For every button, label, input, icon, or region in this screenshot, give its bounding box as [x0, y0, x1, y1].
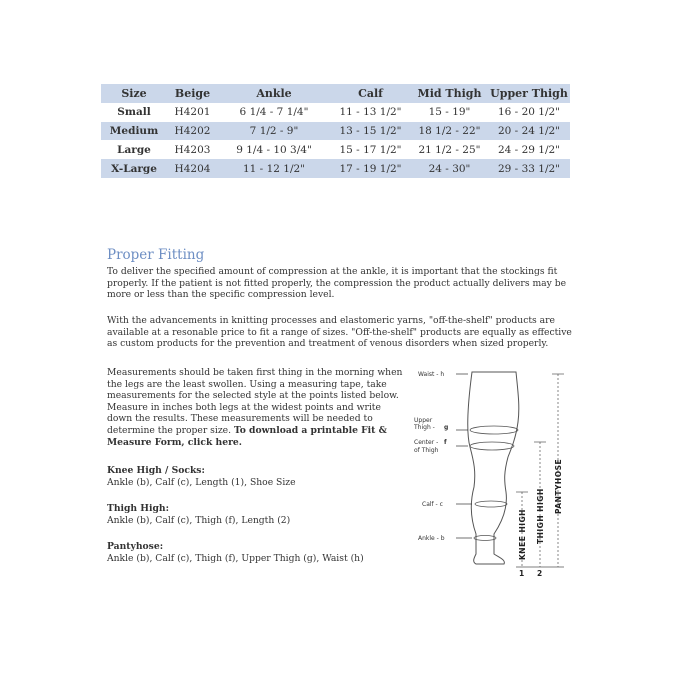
thigh-high-label: THIGH HIGH: [536, 488, 545, 544]
knee-high-section: [107, 465, 407, 488]
leg-outline: [468, 372, 519, 564]
cell-size: Medium: [101, 122, 167, 141]
cell-upper-thigh: 29 - 33 1/2": [488, 159, 570, 178]
cell-mid-thigh: 21 1/2 - 25": [418, 143, 481, 156]
knee-high-title: Knee High / Socks:: [107, 465, 205, 476]
cell-upper-thigh: 16 - 20 1/2": [497, 106, 560, 119]
cell-calf: 15 - 17 1/2": [339, 143, 402, 156]
pantyhose-text: Ankle (b), Calf (c), Thigh (f), Upper Thigh (g), Waist (h): [107, 552, 364, 564]
pantyhose-title: Pantyhose:: [107, 541, 164, 552]
header-size: Size: [101, 84, 167, 103]
cell-mid-thigh: 18 1/2 - 22": [411, 122, 488, 141]
cell-beige: H4203: [174, 143, 211, 156]
cell-beige: H4201: [174, 106, 211, 119]
cell-ankle: 6 1/4 - 7 1/4": [239, 106, 309, 119]
calf-ring: [475, 501, 507, 507]
measure-instructions: [107, 367, 409, 448]
cell-beige: H4202: [167, 122, 218, 141]
download-form-link[interactable]: To download a printable Fit & Measure Form, click here.: [107, 424, 387, 448]
header-upper-thigh: Upper Thigh: [488, 84, 570, 103]
cell-size: Large: [117, 143, 151, 156]
length-1-label: 1: [519, 569, 525, 578]
knee-high-text: Ankle (b), Calf (c), Length (1), Shoe Size: [107, 476, 296, 488]
table-row: [101, 140, 570, 159]
table-row: [101, 159, 570, 178]
cell-calf: 17 - 19 1/2": [330, 159, 411, 178]
center-label-1: Center -: [414, 439, 439, 446]
length-2-label: 2: [537, 569, 543, 578]
ankle-ring: [474, 536, 496, 541]
thigh-high-section: [107, 503, 407, 526]
cell-calf: 11 - 13 1/2": [339, 106, 402, 119]
cell-mid-thigh: 15 - 19": [428, 106, 471, 119]
cell-ankle: 11 - 12 1/2": [218, 159, 330, 178]
calf-label: Calf - c: [422, 501, 443, 508]
measure-instructions-text: Measurements should be taken first thing in the morning when the legs are the least swollen. Using a measuring tape, take measurements for the selected style at the points listed below. Measure in inches both legs at the widest points and write down the results. These measurements will be needed to determine the proper size.: [107, 367, 403, 436]
upper-label-1: Upper: [414, 417, 433, 424]
cell-mid-thigh: 24 - 30": [411, 159, 488, 178]
thigh-high-text: Ankle (b), Calf (c), Thigh (f), Length (2): [107, 514, 291, 526]
cell-calf: 13 - 15 1/2": [330, 122, 411, 141]
table-row: [101, 122, 570, 141]
proper-fitting-heading: Proper Fitting: [107, 247, 205, 263]
center-letter: f: [444, 439, 447, 446]
cell-upper-thigh: 20 - 24 1/2": [488, 122, 570, 141]
table-row: [101, 103, 570, 122]
upper-thigh-ring: [470, 426, 518, 434]
waist-label: Waist - h: [418, 371, 445, 378]
cell-upper-thigh: 24 - 29 1/2": [497, 143, 560, 156]
header-calf: Calf: [330, 84, 411, 103]
pantyhose-section: [107, 541, 407, 564]
fitting-paragraph-2: With the advancements in knitting processes and elastomeric yarns, "off-the-shelf" products are available at a resonable price to fit a range of sizes. "Off-the-shelf" products are equally as effective as custom products for the prevention and treatment of venous disorders when sized properly.: [107, 315, 572, 350]
thigh-high-title: Thigh High:: [107, 503, 169, 514]
cell-ankle: 7 1/2 - 9": [218, 122, 330, 141]
ankle-label: Ankle - b: [418, 535, 445, 542]
header-beige: Beige: [167, 84, 218, 103]
size-chart-table: [101, 84, 570, 178]
upper-label-2: Thigh -: [414, 424, 435, 431]
cell-ankle: 9 1/4 - 10 3/4": [236, 143, 312, 156]
leg-measurement-diagram: [414, 362, 574, 580]
knee-high-label: KNEE HIGH: [518, 509, 527, 560]
cell-size: Small: [117, 106, 151, 119]
center-thigh-ring: [470, 442, 514, 450]
table-header-row: [101, 84, 570, 103]
cell-size: X-Large: [101, 159, 167, 178]
fitting-paragraph-1: To deliver the specified amount of compression at the ankle, it is important that the stockings fit properly. If the patient is not fitted properly, the compression the product actually delivers may be more or less than the specific compression level.: [107, 266, 567, 301]
header-ankle: Ankle: [218, 84, 330, 103]
center-label-2: of Thigh: [414, 447, 439, 454]
upper-letter: g: [444, 424, 449, 431]
cell-beige: H4204: [167, 159, 218, 178]
header-mid-thigh: Mid Thigh: [411, 84, 488, 103]
pantyhose-label: PANTYHOSE: [554, 458, 563, 514]
